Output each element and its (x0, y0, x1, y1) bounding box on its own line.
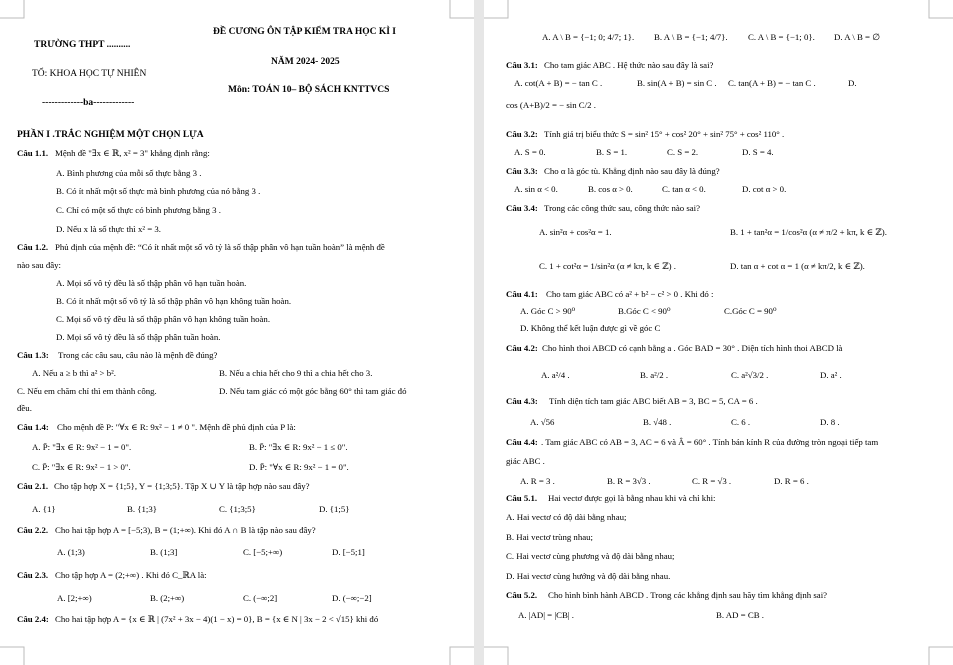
option-d-formula: cos (A+B)/2 = − sin C/2 . (506, 100, 596, 110)
option-c: C. [−5;+∞) (243, 547, 283, 557)
option-c: C. S = 2. (667, 147, 699, 157)
question-stem: Cho hình bình hành ABCD . Trong các khẳng định sau hãy tìm khẳng định sai? (548, 590, 828, 600)
option-a: A. a²/4 . (541, 370, 570, 380)
option-a: A. {1} (32, 504, 56, 514)
option-c: C. Hai vectơ cùng phương và độ dài bằng nhau; (506, 551, 675, 561)
option-b: B.Góc C < 90⁰ (618, 306, 671, 316)
question-stem: Mệnh đề "∃x ∈ ℝ, x² = 3" khẳng định rằng: (55, 148, 210, 158)
question-stem: Cho hình thoi ABCD có cạnh bằng a . Góc BAD = 30° . Diện tích hình thoi ABCD là (542, 343, 843, 353)
question-stem: Cho hai tập hợp A = {x ∈ ℝ | (7x² + 3x − 4)(1 − x) = 0}, B = {x ∈ N | 3x − 2 < √15} khi đó (55, 614, 379, 624)
document-page-right (484, 0, 953, 665)
option-a: A. Mọi số vô tỷ đều là số thập phân vô hạn tuần hoàn. (56, 278, 247, 288)
question-stem: Cho tập hợp X = {1;5}, Y = {1;3;5}. Tập X ∪ Y là tập hợp nào sau đây? (54, 481, 310, 491)
question-stem: Tính diện tích tam giác ABC biết AB = 3, BC = 5, CA = 6 . (549, 396, 758, 406)
department: TỔ: KHOA HỌC TỰ NHIÊN (32, 69, 147, 79)
question-number: Câu 4.1: (506, 289, 538, 299)
option-d: D. (848, 78, 857, 88)
option-a: A. R = 3 . (520, 476, 555, 486)
option-b: B. P̄: "∃x ∈ R: 9x² − 1 ≤ 0". (249, 442, 348, 452)
option-b: B. cos α > 0. (588, 184, 633, 194)
option-c: C. R = √3 . (692, 476, 732, 486)
question-number: Câu 1.3: (17, 350, 49, 360)
option-a: A. S = 0. (514, 147, 546, 157)
option-a: A. √56 (530, 417, 555, 427)
exam-title: ĐỀ CƯƠNG ÔN TẬP KIỂM TRA HỌC KÌ I (213, 27, 396, 37)
question-stem: Cho hai tập hợp A = [−5;3), B = (1;+∞). Khi đó A ∩ B là tập nào sau đây? (55, 525, 316, 535)
question-stem: Cho tam giác ABC . Hệ thức nào sau đây là sai? (544, 60, 714, 70)
option-d: D. cot α > 0. (742, 184, 787, 194)
option-a: A. |AD| = |CB| . (518, 610, 574, 620)
option-a: A. Bình phương của mỗi số thực bằng 3 . (56, 168, 202, 178)
option-d: D. (−∞;−2] (332, 593, 372, 603)
option-b: B. Hai vectơ trùng nhau; (506, 532, 593, 542)
school-name: TRƯỜNG THPT .......... (34, 40, 131, 50)
question-stem: Trong các công thức sau, công thức nào sai? (544, 203, 701, 213)
option-d: D. Nếu x là số thực thì x² = 3. (56, 224, 161, 234)
question-number: Câu 1.2. (17, 242, 49, 252)
option-b: B. A \ B = {−1; 4/7}. (654, 32, 728, 42)
option-d: D. Nếu tam giác có một góc bằng 60° thì tam giác đó (219, 386, 407, 396)
option-a: A. P̄: "∃x ∈ R: 9x² − 1 = 0". (32, 442, 132, 452)
option-d: D. 8 . (820, 417, 840, 427)
option-b: B. (2;+∞) (150, 593, 185, 603)
option-a: A. Hai vectơ có độ dài bằng nhau; (506, 512, 627, 522)
option-a: A. A \ B = {−1; 0; 4/7; 1}. (542, 32, 635, 42)
option-a: A. Góc C > 90⁰ (520, 306, 576, 316)
question-number: Câu 3.4: (506, 203, 538, 213)
option-b: B. Nếu a chia hết cho 9 thì a chia hết cho 3. (219, 368, 373, 378)
question-stem: . Tam giác ABC có AB = 3, AC = 6 và Â = 60° . Tính bán kính R của đường tròn ngoại tiếp tam (541, 437, 879, 447)
option-c: C. (−∞;2] (243, 593, 278, 603)
option-d: D. Mọi số vô tỷ đều là số thập phân tuần hoàn. (56, 332, 221, 342)
subject-line: Môn: TOÁN 10– BỘ SÁCH KNTTVCS (228, 85, 390, 95)
option-c: C. a²√3/2 . (731, 370, 769, 380)
question-number: Câu 2.2. (17, 525, 49, 535)
option-b: B. S = 1. (596, 147, 628, 157)
option-b: B. Có ít nhất một số thực mà bình phương của nó bằng 3 . (56, 186, 261, 196)
option-c: C. {1;3;5} (219, 504, 256, 514)
option-b: B. sin(A + B) = sin C . (637, 78, 717, 88)
question-number: Câu 4.4: (506, 437, 538, 447)
question-stem: Tính giá trị biểu thức S = sin² 15° + cos² 20° + sin² 75° + cos² 110° . (544, 129, 785, 139)
question-stem: Cho tập hợp A = (2;+∞) . Khi đó C_ℝA là: (55, 570, 207, 580)
question-stem: Phủ định của mệnh đề: “Có ít nhất một số vô tỷ là số thập phân vô hạn tuần hoàn” là mệnh đề (55, 242, 385, 252)
question-number: Câu 5.1. (506, 493, 538, 503)
option-b: B. √48 . (643, 417, 672, 427)
option-d: D. A \ B = ∅ (834, 32, 880, 42)
option-c: C. 6 . (731, 417, 751, 427)
option-d: D. [−5;1] (332, 547, 365, 557)
option-c: C. 1 + cot²α = 1/sin²α (α ≠ kπ, k ∈ ℤ) . (539, 261, 676, 271)
option-d: D. P̄: "∀x ∈ R: 9x² − 1 = 0". (249, 462, 349, 472)
question-stem-continued: giác ABC . (506, 456, 545, 466)
option-b: B. a²/2 . (640, 370, 669, 380)
option-d: D. S = 4. (742, 147, 774, 157)
option-a: A. cot(A + B) = − tan C . (514, 78, 603, 88)
question-stem: Hai vectơ được gọi là bằng nhau khi và chỉ khi: (548, 493, 716, 503)
option-d: D. Không thể kết luận được gì về góc C (520, 323, 661, 333)
question-number: Câu 1.1. (17, 148, 49, 158)
option-d: D. Hai vectơ cùng hướng và độ dài bằng nhau. (506, 571, 671, 581)
question-number: Câu 2.4: (17, 614, 49, 624)
question-stem-continued: nào sau đây: (17, 260, 61, 270)
option-b: B. Có ít nhất một số vô tỷ là số thập phân vô hạn không tuần hoàn. (56, 296, 292, 306)
part-heading: PHẦN I .TRẮC NGHIỆM MỘT CHỌN LỰA (17, 130, 204, 140)
question-number: Câu 3.2: (506, 129, 538, 139)
option-b: B. AD = CB . (716, 610, 764, 620)
document-page-left (0, 0, 474, 665)
school-year: NĂM 2024- 2025 (271, 57, 340, 67)
option-c: C. Mọi số vô tỷ đều là số thập phân vô hạn không tuần hoàn. (56, 314, 271, 324)
option-c: C.Góc C = 90⁰ (724, 306, 777, 316)
option-a: A. [2;+∞) (57, 593, 92, 603)
option-d: D. tan α + cot α = 1 (α ≠ kπ/2, k ∈ ℤ). (730, 261, 865, 271)
option-b: B. R = 3√3 . (607, 476, 651, 486)
question-stem: Cho mệnh đề P: "∀x ∈ R: 9x² − 1 ≠ 0 ". Mệnh đề phủ định của P là: (57, 422, 296, 432)
question-number: Câu 2.3. (17, 570, 49, 580)
option-c: C. Chỉ có một số thực có bình phương bằng 3 . (56, 205, 221, 215)
question-stem: Cho tam giác ABC có a² + b² − c² > 0 . Khi đó : (546, 289, 714, 299)
question-number: Câu 1.4: (17, 422, 49, 432)
option-a: A. sin²α + cos²α = 1. (539, 227, 612, 237)
option-a: A. (1;3) (57, 547, 85, 557)
question-number: Câu 5.2. (506, 590, 538, 600)
option-d-continued: đều. (17, 403, 32, 413)
option-c: C. tan(A + B) = − tan C . (728, 78, 816, 88)
question-number: Câu 4.3: (506, 396, 538, 406)
option-c: C. Nếu em chăm chỉ thì em thành công. (17, 386, 157, 396)
option-d: D. R = 6 . (774, 476, 809, 486)
option-c: C. A \ B = {−1; 0}. (748, 32, 815, 42)
option-b: B. (1;3] (150, 547, 178, 557)
option-a: A. Nếu a ≥ b thì a² > b². (32, 368, 116, 378)
option-a: A. sin α < 0. (514, 184, 558, 194)
option-d: D. a² . (820, 370, 842, 380)
question-number: Câu 3.3: (506, 166, 538, 176)
question-number: Câu 2.1. (17, 481, 49, 491)
question-number: Câu 4.2: (506, 343, 538, 353)
option-b: B. {1;3} (127, 504, 157, 514)
question-stem: Cho α là góc tù. Khẳng định nào sau đây là đúng? (544, 166, 720, 176)
option-c: C. P̄: "∃x ∈ R: 9x² − 1 > 0". (32, 462, 131, 472)
header-rule: -------------ba------------- (42, 98, 135, 108)
question-stem: Trong các câu sau, câu nào là mệnh đề đúng? (58, 350, 218, 360)
question-number: Câu 3.1: (506, 60, 538, 70)
option-d: D. {1;5} (319, 504, 350, 514)
option-c: C. tan α < 0. (662, 184, 706, 194)
option-b: B. 1 + tan²α = 1/cos²α (α ≠ π/2 + kπ, k ∈ ℤ). (730, 227, 887, 237)
